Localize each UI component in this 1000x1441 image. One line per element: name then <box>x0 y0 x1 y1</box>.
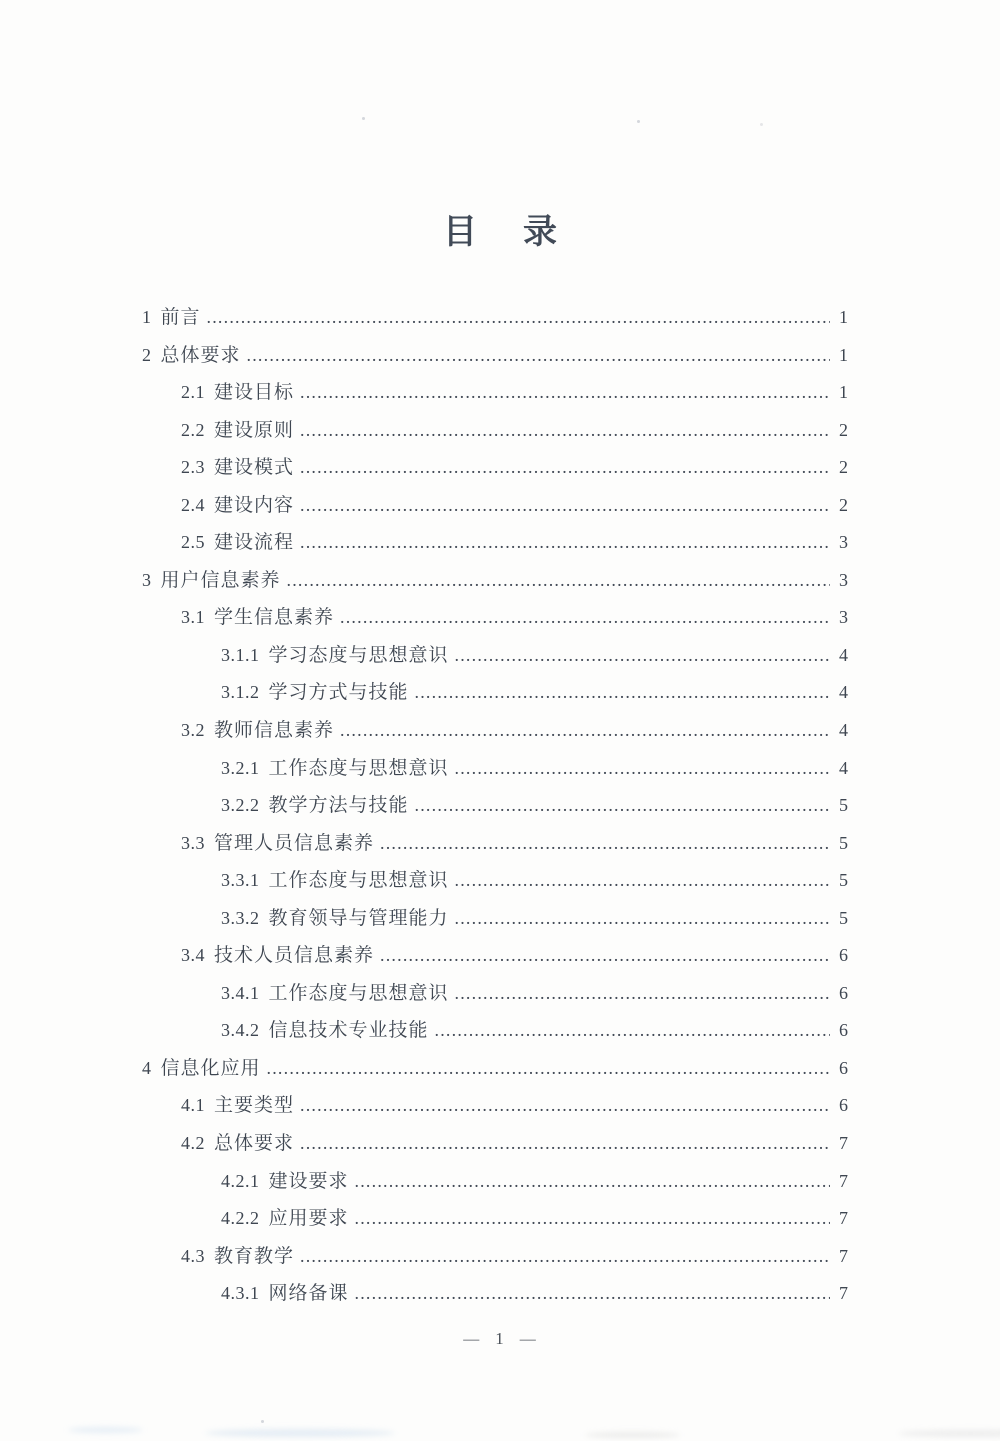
toc-entry-title: 教学方法与技能 <box>268 795 409 817</box>
toc-entry-number: 2.3 <box>181 457 205 478</box>
toc-entry-number: 2.4 <box>181 494 205 515</box>
toc-entry <box>142 524 848 562</box>
dot-leader <box>300 487 830 525</box>
dot-leader <box>435 1012 830 1050</box>
toc-entry-page: 6 <box>839 1057 848 1078</box>
dot-leader <box>300 1087 830 1125</box>
toc-entry-title: 工作态度与思想意识 <box>268 982 449 1004</box>
toc-entry <box>142 1275 848 1313</box>
toc-entry-title: 建设内容 <box>214 494 295 516</box>
dot-leader <box>287 562 830 600</box>
toc-entry-number: 2.5 <box>181 532 205 553</box>
scan-artifact <box>68 1427 143 1433</box>
toc-entry-title: 管理人员信息素养 <box>214 832 375 854</box>
dot-leader <box>300 374 830 412</box>
toc-entry <box>142 787 848 825</box>
toc-entry <box>142 337 848 375</box>
toc-entry <box>142 299 848 337</box>
toc-entry <box>142 449 848 487</box>
scan-speck <box>760 123 763 126</box>
toc-entry-page: 7 <box>839 1245 848 1266</box>
toc-entry-page: 3 <box>839 532 848 553</box>
toc-entry-title: 建设目标 <box>214 382 295 404</box>
toc-entry-title: 主要类型 <box>214 1095 295 1117</box>
dot-leader <box>415 674 830 712</box>
toc-entry <box>142 1163 848 1201</box>
toc-entry-title: 建设流程 <box>214 532 295 554</box>
toc-entry <box>142 1200 848 1238</box>
toc-entry-page: 2 <box>839 419 848 440</box>
toc-entry-number: 1 <box>142 307 152 327</box>
footer-dash-left: — <box>463 1331 481 1348</box>
page-title <box>0 204 1000 253</box>
toc-entry <box>142 750 848 788</box>
dot-leader <box>300 1125 830 1163</box>
toc-entry-title: 总体要求 <box>214 1133 295 1155</box>
toc-entry-title: 信息化应用 <box>160 1057 261 1079</box>
toc-entry-title: 技术人员信息素养 <box>214 945 375 967</box>
toc-entry-title: 建设原则 <box>214 419 295 441</box>
toc-entry-page: 1 <box>839 307 848 327</box>
toc-entry-number: 4.1 <box>181 1095 205 1116</box>
toc-entry-page: 4 <box>839 720 848 741</box>
toc-entry-title: 总体要求 <box>160 344 241 366</box>
dot-leader <box>340 599 830 637</box>
dot-leader <box>355 1200 830 1238</box>
toc-entry-page: 4 <box>839 757 848 778</box>
dot-leader <box>415 787 830 825</box>
toc-entry-title: 建设要求 <box>268 1170 349 1192</box>
toc-entry <box>142 937 848 975</box>
toc-entry <box>142 674 848 712</box>
toc-entry <box>142 412 848 450</box>
toc-entry <box>142 975 848 1013</box>
toc-entry-number: 4 <box>142 1057 152 1078</box>
toc-entry-number: 3.1.2 <box>221 682 260 703</box>
toc-entry-page: 7 <box>839 1283 848 1304</box>
dot-leader <box>455 750 830 788</box>
toc-entry-number: 3.1 <box>181 607 205 628</box>
toc-entry <box>142 712 848 750</box>
toc-entry <box>142 599 848 637</box>
toc-entry-number: 3.4.2 <box>221 1020 260 1041</box>
toc-entry-number: 4.3 <box>181 1245 205 1266</box>
toc-entry-page: 6 <box>839 1020 848 1041</box>
scan-speck <box>261 1420 264 1423</box>
dot-leader <box>300 1238 830 1276</box>
toc-entry-number: 3.3.1 <box>221 870 260 891</box>
toc-entry <box>142 825 848 863</box>
toc-entry-page: 5 <box>839 907 848 928</box>
toc-entry-number: 3.4 <box>181 945 205 966</box>
toc-entry-number: 3.2.1 <box>221 757 260 778</box>
dot-leader <box>455 637 830 675</box>
toc-entry-page: 5 <box>839 832 848 853</box>
toc-entry-page: 6 <box>839 945 848 966</box>
toc-entry-title: 工作态度与思想意识 <box>268 870 449 892</box>
toc-entry <box>142 1125 848 1163</box>
dot-leader <box>247 337 830 375</box>
footer-page-number: 1 <box>495 1329 505 1348</box>
toc-entry-page: 2 <box>839 494 848 515</box>
toc-entry-title: 用户信息素养 <box>160 569 281 591</box>
toc-entry-number: 4.3.1 <box>221 1283 260 1304</box>
dot-leader <box>380 825 830 863</box>
toc-entry-number: 3.1.1 <box>221 644 260 665</box>
toc-entry-page: 7 <box>839 1208 848 1229</box>
dot-leader <box>455 862 830 900</box>
toc-entry-title: 学生信息素养 <box>214 607 335 629</box>
toc-entry-title: 教师信息素养 <box>214 720 335 742</box>
scan-artifact <box>205 1429 395 1437</box>
toc-entry <box>142 1238 848 1276</box>
dot-leader <box>355 1275 830 1313</box>
dot-leader <box>380 937 830 975</box>
toc-entry-page: 6 <box>839 982 848 1003</box>
toc-entry <box>142 1012 848 1050</box>
toc-entry-title: 工作态度与思想意识 <box>268 757 449 779</box>
toc-entry-number: 3.3.2 <box>221 907 260 928</box>
toc-entry <box>142 562 848 600</box>
toc-entry-number: 2 <box>142 344 152 365</box>
toc-entry-number: 4.2 <box>181 1133 205 1154</box>
toc-entry <box>142 1050 848 1088</box>
toc-entry-number: 4.2.1 <box>221 1170 260 1191</box>
toc-entry-title: 前言 <box>160 307 201 328</box>
toc-entry <box>142 862 848 900</box>
page-title-char-right: 录 <box>523 214 557 251</box>
toc-entry-number: 3 <box>142 569 152 590</box>
scan-speck <box>637 120 640 123</box>
toc-entry-number: 2.2 <box>181 419 205 440</box>
toc-entry <box>142 637 848 675</box>
toc-entry-number: 4.2.2 <box>221 1208 260 1229</box>
toc-entry-title: 教育领导与管理能力 <box>268 907 449 929</box>
scan-artifact <box>585 1432 680 1438</box>
toc-entry-title: 教育教学 <box>214 1245 295 1267</box>
toc-entry-page: 1 <box>839 344 848 365</box>
toc-entry-page: 7 <box>839 1170 848 1191</box>
toc-entry-page: 1 <box>839 382 848 403</box>
toc-entry-page: 7 <box>839 1133 848 1154</box>
dot-leader <box>207 299 830 337</box>
toc-entry-page: 4 <box>839 682 848 703</box>
scan-speck <box>362 117 365 120</box>
toc-entry-title: 建设模式 <box>214 457 295 479</box>
dot-leader <box>455 900 830 938</box>
toc-entry-page: 6 <box>839 1095 848 1116</box>
dot-leader <box>455 975 830 1013</box>
toc-entry-number: 3.3 <box>181 832 205 853</box>
toc-entry-number: 2.1 <box>181 382 205 403</box>
toc-entry-title: 学习态度与思想意识 <box>268 644 449 666</box>
page-title-char-left: 目 <box>443 214 477 251</box>
toc-entry-page: 3 <box>839 569 848 590</box>
toc-entry-page: 4 <box>839 644 848 665</box>
toc-entry-page: 5 <box>839 870 848 891</box>
toc-entry-page: 5 <box>839 795 848 816</box>
toc-entry-title: 信息技术专业技能 <box>268 1020 429 1042</box>
dot-leader <box>355 1163 830 1201</box>
toc-entry-number: 3.4.1 <box>221 982 260 1003</box>
dot-leader <box>340 712 830 750</box>
dot-leader <box>300 449 830 487</box>
toc-entry-title: 学习方式与技能 <box>268 682 409 704</box>
scan-artifact <box>898 1430 1000 1437</box>
dot-leader <box>300 412 830 450</box>
toc-entry-page: 3 <box>839 607 848 628</box>
page-footer <box>0 1329 1000 1349</box>
toc-entry-page: 2 <box>839 457 848 478</box>
dot-leader <box>300 524 830 562</box>
toc-entry <box>142 487 848 525</box>
dot-leader <box>267 1050 830 1088</box>
toc-entry-title: 网络备课 <box>268 1283 349 1305</box>
toc-entry-number: 3.2.2 <box>221 795 260 816</box>
toc-list <box>142 299 848 1313</box>
toc-entry <box>142 1087 848 1125</box>
toc-entry <box>142 900 848 938</box>
footer-dash-right: — <box>519 1331 537 1348</box>
toc-entry <box>142 374 848 412</box>
toc-entry-title: 应用要求 <box>268 1208 349 1230</box>
toc-entry-number: 3.2 <box>181 720 205 741</box>
